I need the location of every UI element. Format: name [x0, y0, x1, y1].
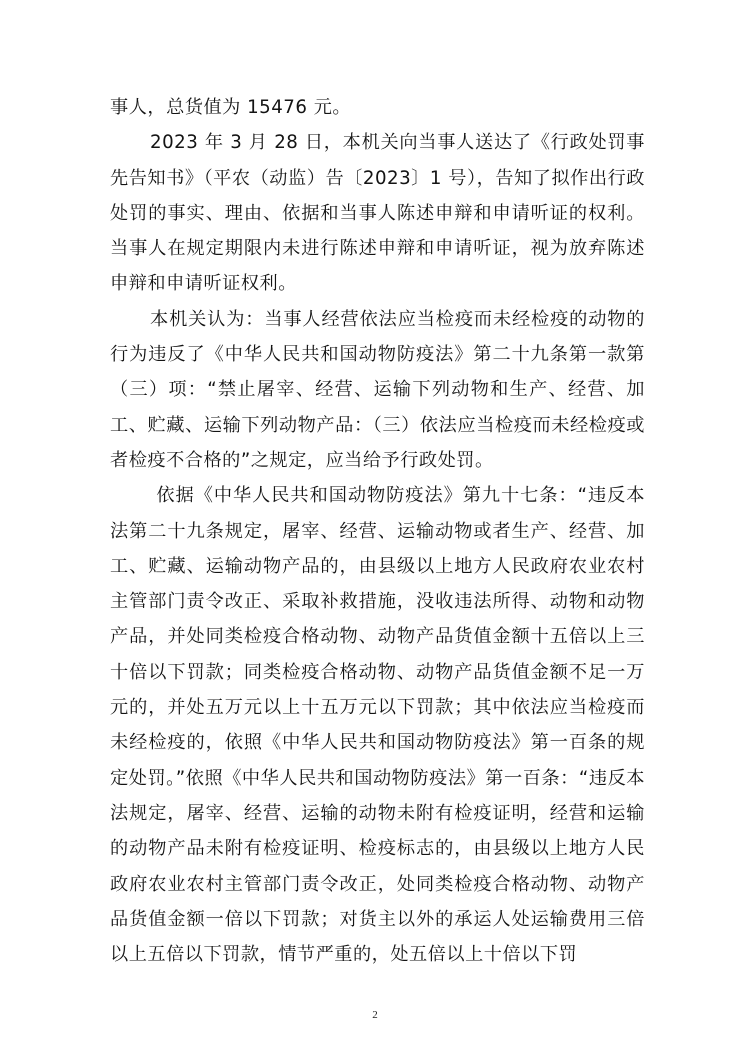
paragraph-notice-delivery: 2023 年 3 月 28 日，本机关向当事人送达了《行政处罚事先告知书》（平农（动监）告〔2023〕1 号），告知了拟作出行政处罚的事实、理由、依据和当事人陈述申辩和申请听证的权利。当事人在规定期限内未进行陈述申辩和申请听证，视为放弃陈述申辩和申请听证权利。	[110, 132, 645, 295]
paragraph-legal-basis: 依据《中华人民共和国动物防疫法》第九十七条：“违反本法第二十九条规定，屠宰、经营、运输动物或者生产、经营、加工、贮藏、运输动物产品的，由县级以上地方人民政府农业农村主管部门责令改正、采取补救措施，没收违法所得、动物和动物产品，并处同类检疫合格动物、动物产品货值金额十五倍以上三十倍以下罚款；同类检疫合格动物、动物产品货值金额不足一万元的，并处五万元以上十五万元以下罚款；其中依法应当检疫而未经检疫的，依照《中华人民共和国动物防疫法》第一百条的规定处罚。”依照《中华人民共和国动物防疫法》第一百条：“违反本法规定，屠宰、经营、运输的动物未附有检疫证明，经营和运输的动物产品未附有检疫证明、检疫标志的，由县级以上地方人民政府农业农村主管部门责令改正，处同类检疫合格动物、动物产品货值金额一倍以下罚款；对货主以外的承运人处运输费用三倍以上五倍以下罚款，情节严重的，处五倍以上十倍以下罚	[110, 485, 645, 966]
paragraph-total-value: 事人，总货值为 15476 元。	[110, 97, 352, 118]
document-body	[110, 90, 645, 972]
page-number: 2	[372, 1009, 378, 1021]
paragraph-agency-opinion: 本机关认为：当事人经营依法应当检疫而未经检疫的动物的行为违反了《中华人民共和国动物防疫法》第二十九条第一款第（三）项：“禁止屠宰、经营、运输下列动物和生产、经营、加工、贮藏、运输下列动物产品：（三）依法应当检疫而未经检疫或者检疫不合格的”之规定，应当给予行政处罚。	[110, 308, 645, 471]
